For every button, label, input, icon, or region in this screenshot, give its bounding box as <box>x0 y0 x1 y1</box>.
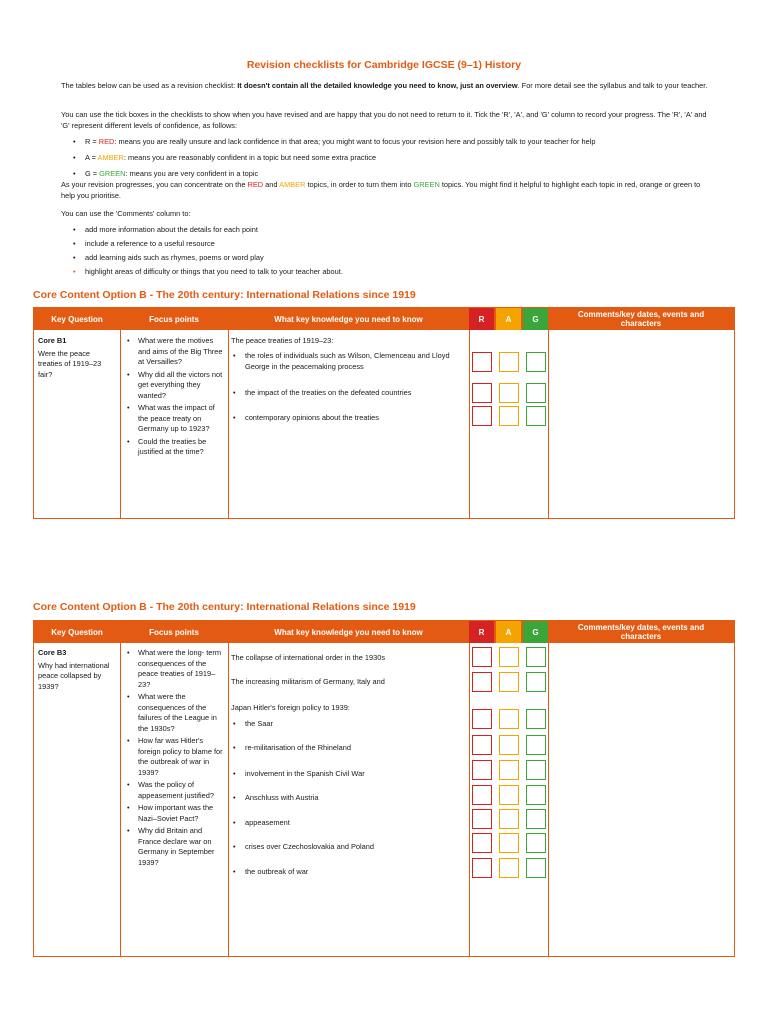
intro-paragraph-1: The tables below can be used as a revision checklist: It doesn't contain all the detailed knowledge you need to know, just an overview. For more detail see the syllabus and talk to your teacher. <box>61 81 708 90</box>
focus-point: • Was the policy of appeasement justified? <box>125 780 225 801</box>
checkbox-green[interactable] <box>526 406 546 426</box>
checkbox-red[interactable] <box>472 760 492 780</box>
checkbox-amber[interactable] <box>499 672 519 692</box>
checkbox-red[interactable] <box>472 833 492 853</box>
intro-paragraph-2: You can use the tick boxes in the checklists to show when you have revised and are happy that you do not need to return to it. Tick the 'R', 'A', and 'G' column to record your progress. The 'R', 'A' and 'G' represent different levels of confidence, as follows: <box>61 110 707 130</box>
checkbox-amber[interactable] <box>499 858 519 878</box>
focus-point: • What was the impact of the peace treaty on Germany up to 1923? <box>125 403 225 435</box>
header-r: R <box>469 308 494 330</box>
header-key-question: Key Question <box>51 314 103 324</box>
checkbox-amber[interactable] <box>499 406 519 426</box>
checklist-table-b3 <box>33 620 735 957</box>
confidence-legend <box>61 136 711 179</box>
checkbox-red[interactable] <box>472 352 492 372</box>
knowledge-cell <box>231 648 467 948</box>
checkbox-amber[interactable] <box>499 352 519 372</box>
knowledge-point: • Anschluss with Austria <box>231 793 466 804</box>
checkbox-green[interactable] <box>526 760 546 780</box>
legend-amber: • A = AMBER: means you are reasonably confident in a topic but need some extra practice <box>73 152 711 163</box>
key-question-cell <box>38 648 116 692</box>
checkbox-red[interactable] <box>472 735 492 755</box>
checkbox-green[interactable] <box>526 785 546 805</box>
intro-paragraph-4: You can use the 'Comments' column to: <box>61 209 191 218</box>
header-a: A <box>496 621 521 643</box>
checkbox-green[interactable] <box>526 735 546 755</box>
header-focus-points: Focus points <box>149 314 199 324</box>
header-comments: Comments/key dates, events and characters <box>577 623 705 641</box>
intro-paragraph-3: As your revision progresses, you can concentrate on the RED and AMBER topics, in order to turn them into GREEN topics. You might find it helpful to highlight each topic in red, orange or green to help you prioritise. <box>61 180 701 200</box>
checkbox-green[interactable] <box>526 383 546 403</box>
checkbox-green[interactable] <box>526 809 546 829</box>
knowledge-heading: The collapse of international order in the 1930s <box>231 653 386 662</box>
header-focus-points: Focus points <box>149 627 199 637</box>
checkbox-red[interactable] <box>472 672 492 692</box>
header-knowledge: What key knowledge you need to know <box>274 314 423 324</box>
list-item: • highlight areas of difficulty or things that you need to talk to your teacher about. <box>73 266 711 277</box>
legend-red: • R = RED: means you are really unsure and lack confidence in that area; you might want to focus your revision here and possibly talk to your teacher for help <box>73 136 711 147</box>
document-title: Revision checklists for Cambridge IGCSE (9–1) History <box>246 59 522 71</box>
checkbox-amber[interactable] <box>499 760 519 780</box>
focus-point: • What were the long- term consequences of the peace treaties of 1919–23? <box>125 648 225 690</box>
table-header <box>34 308 734 330</box>
knowledge-point: • re-militarisation of the Rhineland <box>231 743 466 754</box>
checkbox-amber[interactable] <box>499 383 519 403</box>
list-item: • add learning aids such as rhymes, poems or word play <box>73 252 711 263</box>
knowledge-point: • the outbreak of war <box>231 867 466 878</box>
focus-point: • Why did Britain and France declare war on Germany in September 1939? <box>125 826 225 868</box>
core-label: Core B1 <box>38 336 67 345</box>
checkbox-amber[interactable] <box>499 809 519 829</box>
checkbox-green[interactable] <box>526 352 546 372</box>
key-question-text: Why had international peace collapsed by 1939? <box>38 660 110 691</box>
checkbox-green[interactable] <box>526 833 546 853</box>
knowledge-point: • involvement in the Spanish Civil War <box>231 769 466 780</box>
checkbox-green[interactable] <box>526 709 546 729</box>
header-g: G <box>523 308 548 330</box>
list-item: • include a reference to a useful resource <box>73 238 711 249</box>
list-item: • add more information about the details for each point <box>73 224 711 235</box>
focus-points-cell <box>125 336 225 460</box>
checkbox-amber[interactable] <box>499 735 519 755</box>
checkbox-amber[interactable] <box>499 785 519 805</box>
checkbox-green[interactable] <box>526 672 546 692</box>
checkbox-amber[interactable] <box>499 833 519 853</box>
checkbox-red[interactable] <box>472 709 492 729</box>
knowledge-point: • the Saar <box>231 719 466 730</box>
checkbox-red[interactable] <box>472 858 492 878</box>
checkbox-amber[interactable] <box>499 709 519 729</box>
header-a: A <box>496 308 521 330</box>
header-key-question: Key Question <box>51 627 103 637</box>
intro-emphasis: It doesn't contain all the detailed knowledge you need to know, just an overview <box>237 81 518 90</box>
checkbox-red[interactable] <box>472 809 492 829</box>
focus-point: • Could the treaties be justified at the time? <box>125 437 225 458</box>
comments-cell[interactable] <box>552 334 730 514</box>
legend-green: • G = GREEN: means you are very confident in a topic <box>73 168 711 179</box>
knowledge-cell <box>231 336 467 516</box>
checkbox-green[interactable] <box>526 647 546 667</box>
checkbox-red[interactable] <box>472 383 492 403</box>
focus-point: • What were the consequences of the failures of the League in the 1930s? <box>125 692 225 734</box>
knowledge-heading: The peace treaties of 1919–23: <box>231 336 334 345</box>
focus-point: • How important was the Nazi–Soviet Pact? <box>125 803 225 824</box>
focus-point: • What were the motives and aims of the Big Three at Versailles? <box>125 336 225 368</box>
header-knowledge: What key knowledge you need to know <box>274 627 423 637</box>
knowledge-heading: The increasing militarism of Germany, Italy and <box>231 677 385 686</box>
header-comments: Comments/key dates, events and characters <box>577 310 705 328</box>
checkbox-green[interactable] <box>526 858 546 878</box>
knowledge-point: • the roles of individuals such as Wilson, Clemenceau and Lloyd George in the peacemaking process <box>231 351 466 372</box>
focus-points-cell <box>125 648 225 870</box>
section-title-b1: Core Content Option B - The 20th century: International Relations since 1919 <box>33 289 416 301</box>
checkbox-red[interactable] <box>472 647 492 667</box>
focus-point: • How far was Hitler's foreign policy to blame for the outbreak of war in 1939? <box>125 736 225 778</box>
comments-cell[interactable] <box>552 647 730 952</box>
comment-uses-list <box>61 224 711 277</box>
knowledge-point: • crises over Czechoslovakia and Poland <box>231 842 466 853</box>
knowledge-heading: Japan Hitler's foreign policy to 1939: <box>231 703 350 712</box>
header-g: G <box>523 621 548 643</box>
table-header <box>34 621 734 643</box>
key-question-text: Were the peace treaties of 1919–23 fair? <box>38 348 102 379</box>
checklist-table-b1 <box>33 307 735 519</box>
focus-point: • Why did all the victors not get everything they wanted? <box>125 370 225 402</box>
knowledge-point: • the impact of the treaties on the defeated countries <box>231 388 466 399</box>
knowledge-point: • contemporary opinions about the treaties <box>231 413 466 424</box>
key-question-cell <box>38 336 116 380</box>
checkbox-amber[interactable] <box>499 647 519 667</box>
section-title-b3: Core Content Option B - The 20th century: International Relations since 1919 <box>33 601 416 613</box>
checkbox-red[interactable] <box>472 785 492 805</box>
core-label: Core B3 <box>38 648 67 657</box>
header-r: R <box>469 621 494 643</box>
checkbox-red[interactable] <box>472 406 492 426</box>
knowledge-point: • appeasement <box>231 818 466 829</box>
